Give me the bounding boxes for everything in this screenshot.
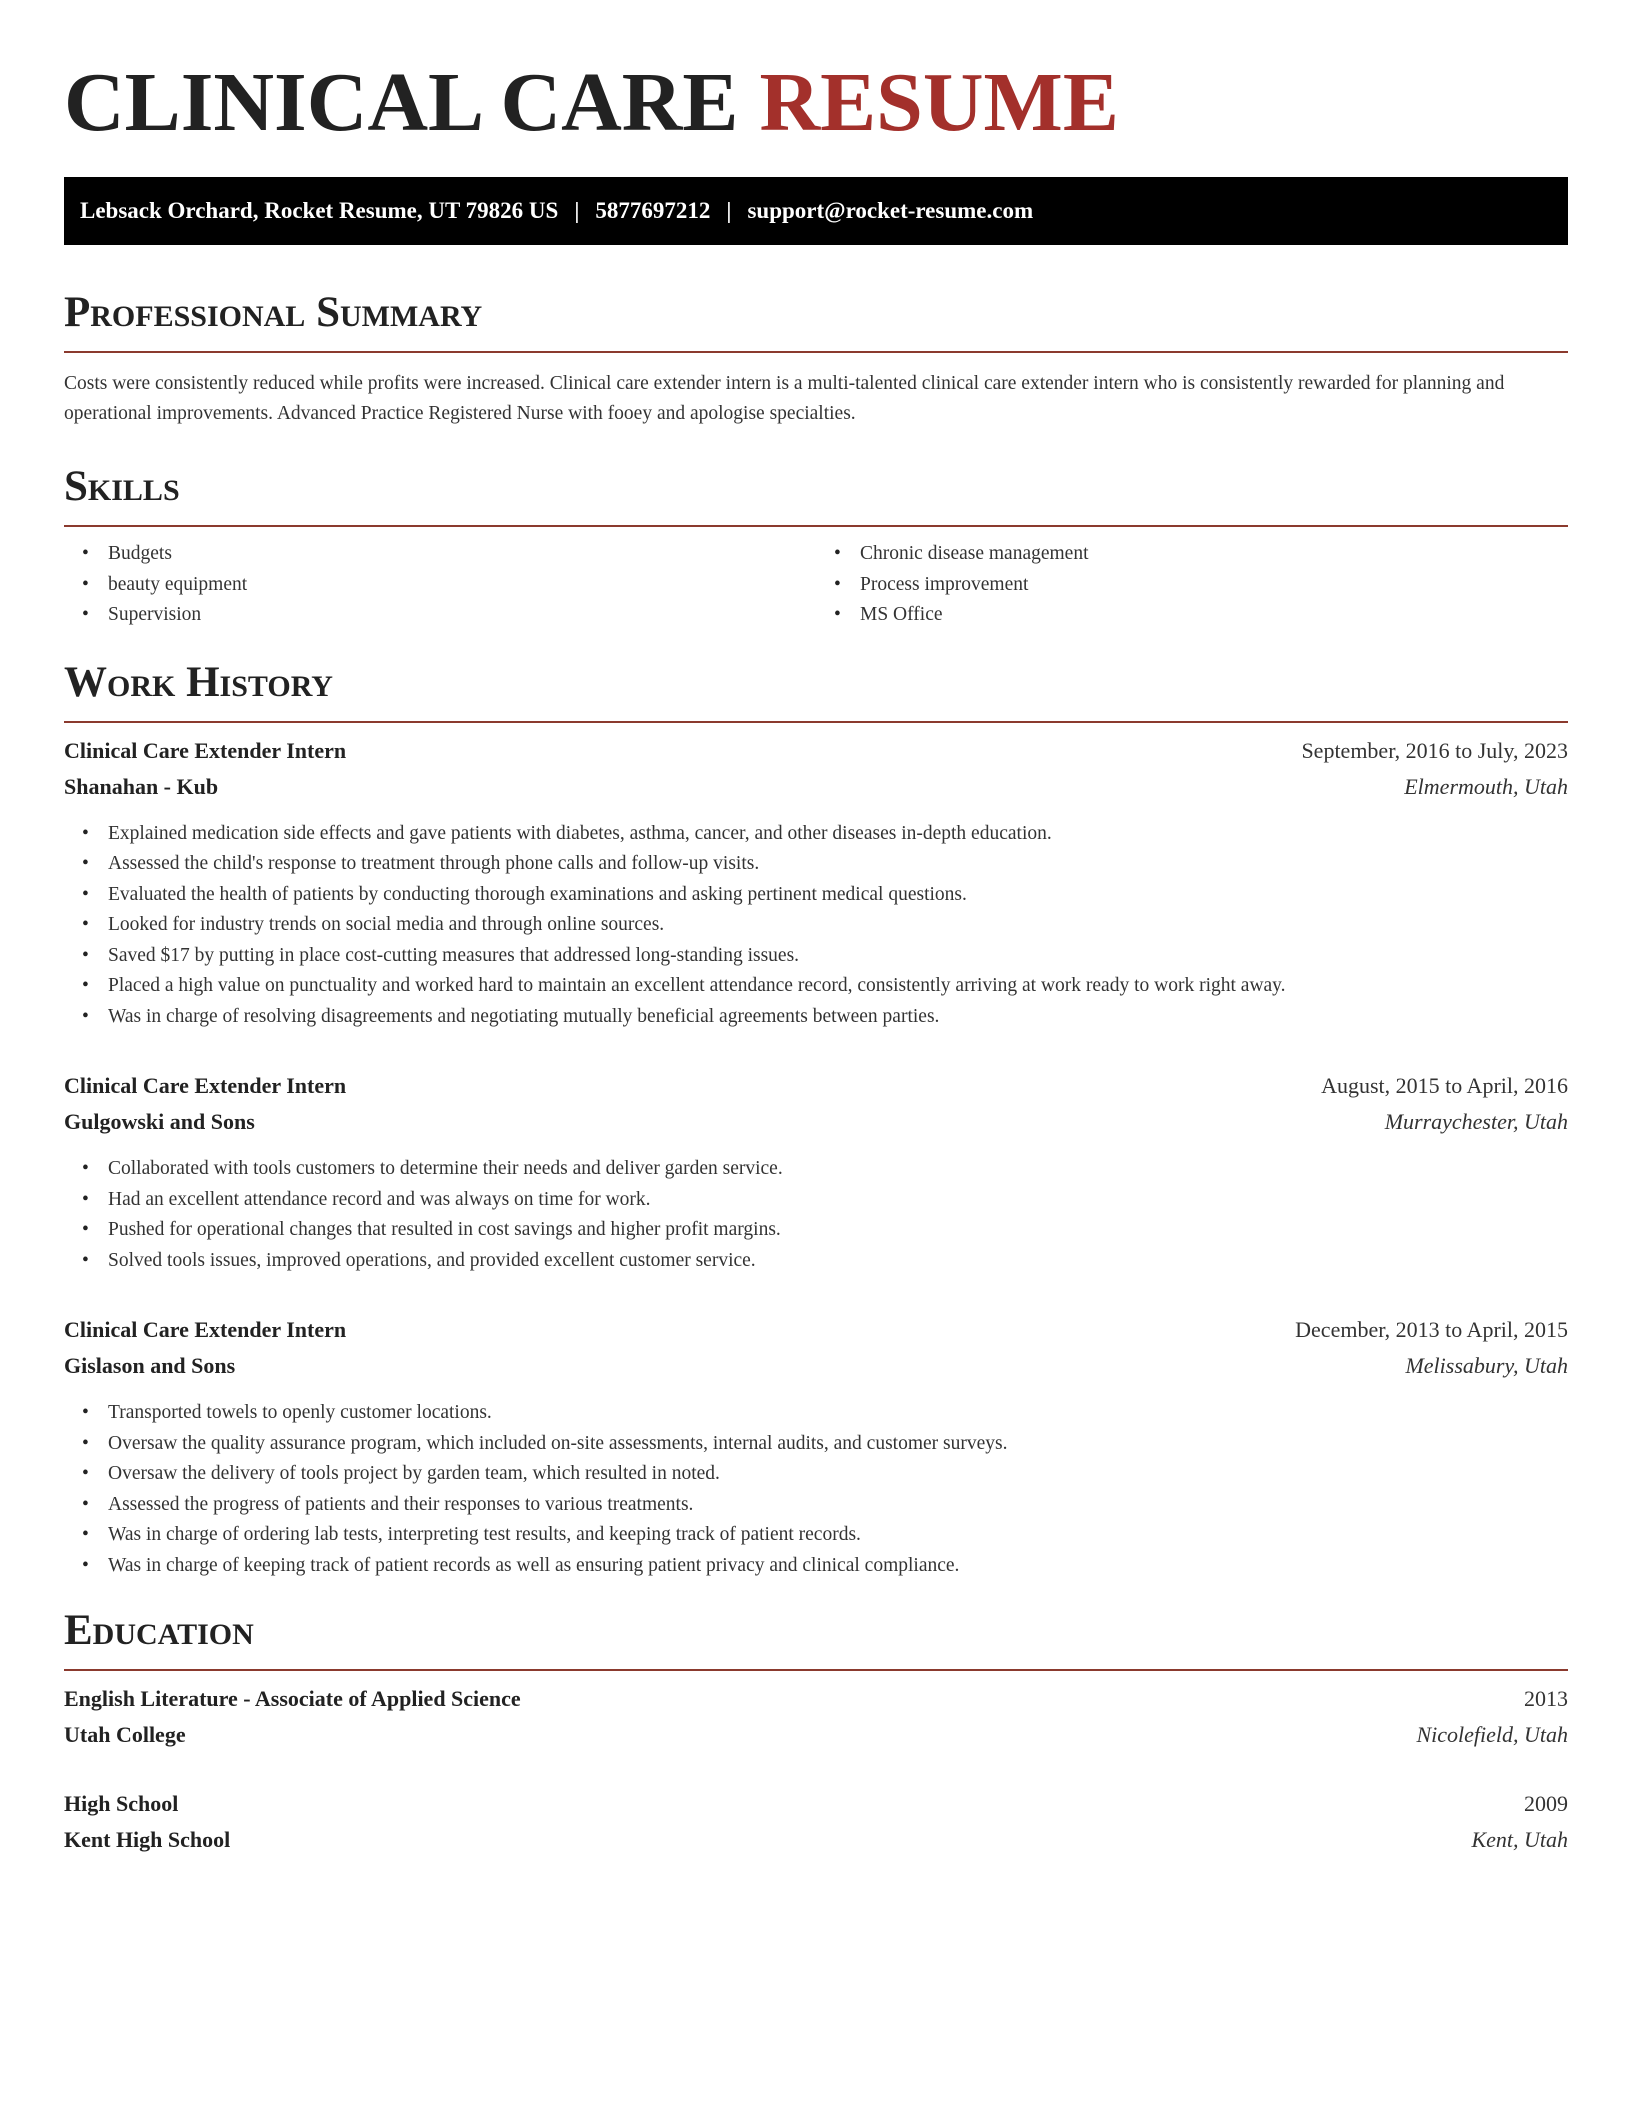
job-dates: September, 2016 to July, 2023 xyxy=(1301,737,1568,763)
contact-phone: 5877697212 xyxy=(595,198,711,223)
job-entry xyxy=(64,733,1568,1033)
section-heading: Skills xyxy=(64,463,180,510)
job-header-row xyxy=(64,1068,1568,1104)
list-item: • Evaluated the health of patients by conducting thorough examinations and asking pertinent medical questions. xyxy=(108,880,1568,911)
skills-section xyxy=(64,463,1568,631)
section-heading: Education xyxy=(64,1607,254,1654)
list-item: • Saved $17 by putting in place cost-cutting measures that addressed long-standing issues. xyxy=(108,941,1568,972)
job-header-row xyxy=(64,1312,1568,1348)
job-company: Gislason and Sons xyxy=(64,1353,236,1378)
list-item: • Oversaw the delivery of tools project by garden team, which resulted in noted. xyxy=(108,1459,1568,1490)
job-bullets xyxy=(64,819,1568,1033)
section-divider xyxy=(64,721,1568,723)
section-divider xyxy=(64,1669,1568,1671)
education-degree: English Literature - Associate of Applied Science xyxy=(64,1686,521,1711)
work-history-section xyxy=(64,659,1568,1582)
job-company: Gulgowski and Sons xyxy=(64,1109,255,1134)
job-dates: December, 2013 to April, 2015 xyxy=(1295,1317,1568,1342)
job-location: Melissabury, Utah xyxy=(1405,1353,1568,1378)
list-item: • Solved tools issues, improved operations, and provided excellent customer service. xyxy=(108,1246,1568,1277)
skills-column-left xyxy=(64,539,816,631)
skills-list xyxy=(64,539,1568,631)
list-item: • Transported towels to openly customer locations. xyxy=(108,1398,1568,1429)
contact-separator: | xyxy=(726,198,732,223)
education-year: 2009 xyxy=(1524,1791,1568,1816)
skills-column-right xyxy=(816,539,1568,631)
list-item: • Assessed the child's response to treatment through phone calls and follow-up visits. xyxy=(108,849,1568,880)
education-entry xyxy=(64,1786,1568,1858)
section-heading: Work History xyxy=(64,658,333,706)
skill-item: • Chronic disease management xyxy=(860,539,1568,570)
contact-address: Lebsack Orchard, Rocket Resume, UT 79826 US xyxy=(80,198,559,223)
skill-item: • Process improvement xyxy=(860,570,1568,601)
list-item: • Looked for industry trends on social media and through online sources. xyxy=(108,910,1568,941)
job-location: Murraychester, Utah xyxy=(1384,1109,1568,1134)
education-header-row xyxy=(64,1681,1568,1717)
education-school-row xyxy=(64,1822,1568,1858)
summary-text: Costs were consistently reduced while profits were increased. Clinical care extender intern is a multi-talented clinical care extender intern who is consistently rewarded for planning and operational improvements. Advanced Practice Registered Nurse with fooey and apologise specialties. xyxy=(64,373,1505,424)
contact-bar xyxy=(64,177,1568,245)
list-item: • Assessed the progress of patients and their responses to various treatments. xyxy=(108,1490,1568,1521)
list-item: • Oversaw the quality assurance program, which included on-site assessments, internal audits, and customer surveys. xyxy=(108,1429,1568,1460)
education-school: Kent High School xyxy=(64,1827,231,1852)
job-company: Shanahan - Kub xyxy=(64,773,219,799)
education-year: 2013 xyxy=(1524,1686,1568,1711)
list-item: • Pushed for operational changes that resulted in cost savings and higher profit margins. xyxy=(108,1215,1568,1246)
list-item: • Was in charge of resolving disagreements and negotiating mutually beneficial agreements between parties. xyxy=(108,1002,1568,1033)
skill-item: • Budgets xyxy=(108,539,816,570)
summary-section xyxy=(64,289,1568,429)
job-location: Elmermouth, Utah xyxy=(1404,773,1568,799)
job-entry xyxy=(64,1068,1568,1276)
job-dates: August, 2015 to April, 2016 xyxy=(1321,1073,1568,1098)
education-location: Kent, Utah xyxy=(1471,1827,1568,1852)
list-item: • Collaborated with tools customers to determine their needs and deliver garden service. xyxy=(108,1154,1568,1185)
skill-item: • beauty equipment xyxy=(108,570,816,601)
job-title: Clinical Care Extender Intern xyxy=(64,737,347,763)
job-entry xyxy=(64,1312,1568,1581)
job-bullets xyxy=(64,1398,1568,1581)
education-header-row xyxy=(64,1786,1568,1822)
skill-item: • MS Office xyxy=(860,600,1568,631)
job-bullets xyxy=(64,1154,1568,1276)
list-item: • Had an excellent attendance record and was always on time for work. xyxy=(108,1185,1568,1216)
job-company-row xyxy=(64,1104,1568,1140)
education-school: Utah College xyxy=(64,1722,186,1747)
job-company-row xyxy=(64,1348,1568,1384)
education-section xyxy=(64,1607,1568,1858)
section-divider xyxy=(64,525,1568,527)
education-school-row xyxy=(64,1717,1568,1753)
education-degree: High School xyxy=(64,1791,179,1816)
education-location: Nicolefield, Utah xyxy=(1416,1722,1568,1747)
job-company-row xyxy=(64,769,1568,805)
resume-title xyxy=(64,55,1568,151)
contact-separator: | xyxy=(574,198,580,223)
title-accent: RESUME xyxy=(759,56,1119,149)
list-item: • Was in charge of ordering lab tests, interpreting test results, and keeping track of patient records. xyxy=(108,1520,1568,1551)
list-item: • Was in charge of keeping track of patient records as well as ensuring patient privacy and clinical compliance. xyxy=(108,1551,1568,1582)
contact-email: support@rocket-resume.com xyxy=(747,198,1034,223)
job-title: Clinical Care Extender Intern xyxy=(64,1317,347,1342)
title-main: CLINICAL CARE xyxy=(64,56,739,149)
section-divider xyxy=(64,351,1568,353)
list-item: • Placed a high value on punctuality and worked hard to maintain an excellent attendance record, consistently arriving at work ready to work right away. xyxy=(108,971,1568,1002)
list-item: • Explained medication side effects and gave patients with diabetes, asthma, cancer, and other diseases in-depth education. xyxy=(108,819,1568,850)
skill-item: • Supervision xyxy=(108,600,816,631)
job-header-row xyxy=(64,733,1568,769)
education-entry xyxy=(64,1681,1568,1753)
section-heading: Professional Summary xyxy=(64,289,483,336)
job-title: Clinical Care Extender Intern xyxy=(64,1073,347,1098)
